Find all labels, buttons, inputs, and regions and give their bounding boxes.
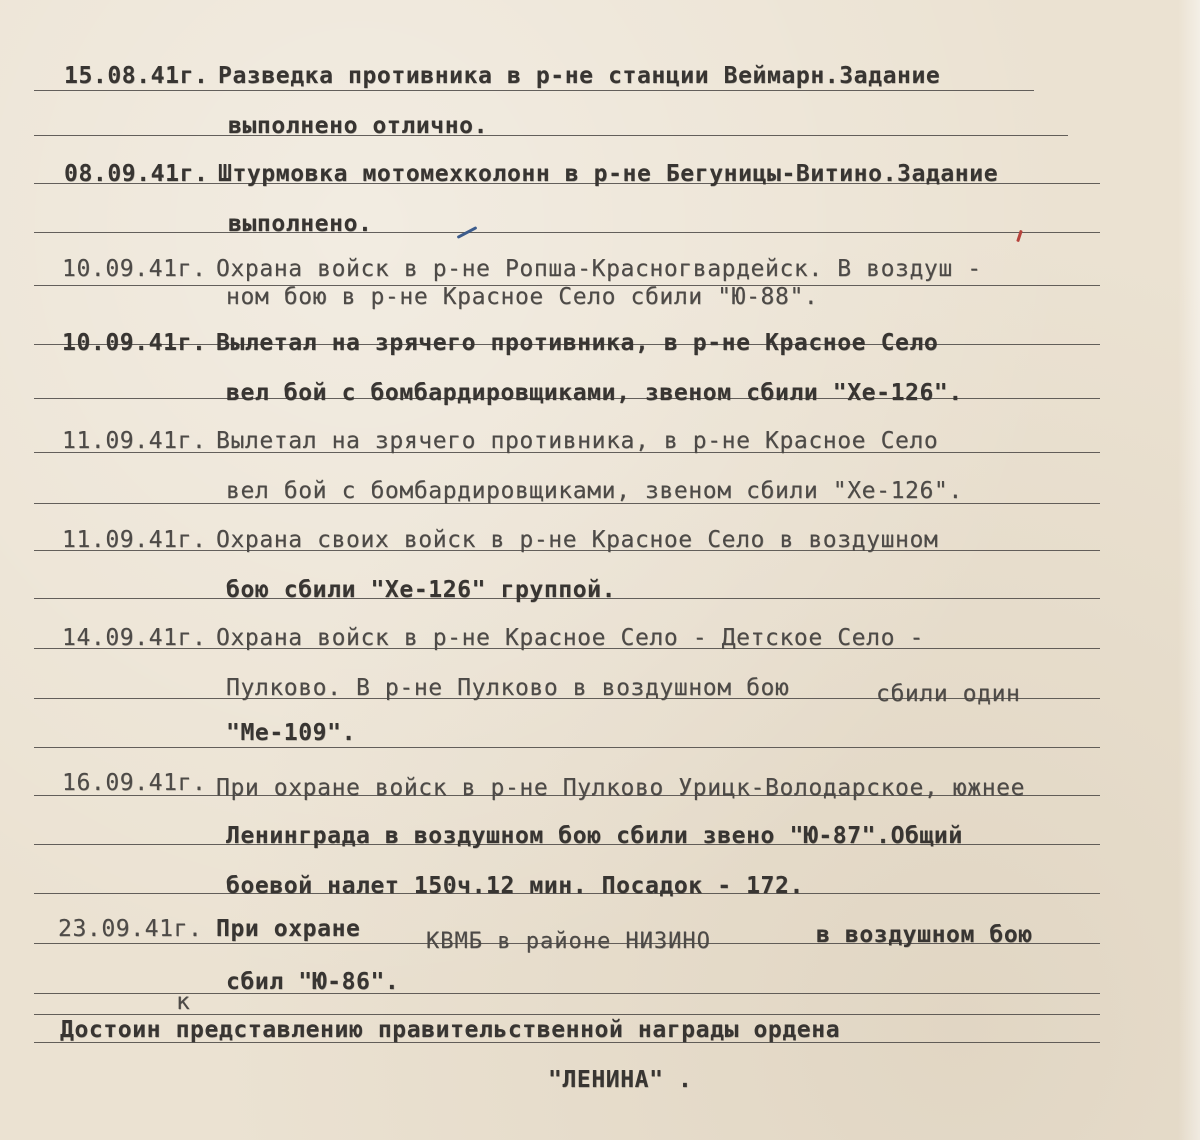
entry-text: Вылетал на зрячего противника, в р-не Красное Село [216, 428, 939, 454]
conclusion-text: Достоин представлению правительственной награды ордена [60, 1017, 841, 1043]
entry-text: При охране войск в р-не Пулково Урицк-Володарское, южнее [216, 775, 1026, 801]
entry-date: 11.09.41г. [62, 527, 207, 553]
entry-text: Штурмовка мотомехколонн в р-не Бегуницы-Витино.Задание [218, 161, 999, 187]
entry-text: Охрана войск в р-не Ропша-Красногвардейск. В воздуш - [216, 256, 982, 282]
entry-text: Охрана своих войск в р-не Красное Село в воздушном [216, 527, 939, 553]
ruled-line [34, 90, 1034, 91]
entry-text: выполнено. [228, 211, 373, 237]
entry-text: Вылетал на зрячего противника, в р-не Красное Село [216, 330, 939, 356]
insert-letter: к [176, 989, 191, 1015]
entry-text: Ленинграда в воздушном бою сбили звено "Ю-87".Общий [226, 823, 963, 849]
entry-text: вел бой с бомбардировщиками, звеном сбили "Хе-126". [226, 478, 963, 504]
entry-text: выполнено отлично. [228, 113, 489, 139]
entry-date: 14.09.41г. [62, 625, 207, 651]
award-name: "ЛЕНИНА" . [548, 1067, 693, 1093]
entry-text: Пулково. В р-не Пулково в воздушном бою [226, 675, 790, 701]
entry-text-extra: сбили один [876, 681, 1021, 707]
entry-text: Охрана войск в р-не Красное Село - Детское Село - [216, 625, 924, 651]
ruled-line [34, 1014, 1100, 1015]
entry-date: 16.09.41г. [62, 770, 207, 796]
entry-text: боевой налет 150ч.12 мин. Посадок - 172. [226, 873, 804, 899]
entry-text: вел бой с бомбардировщиками, звеном сбили "Хе-126". [226, 380, 963, 406]
ruled-line [34, 747, 1100, 748]
entry-text: Разведка противника в р-не станции Веймарн.Задание [218, 63, 941, 89]
entry-text: При охране [216, 916, 361, 942]
entry-text: ном бою в р-не Красное Село сбили "Ю-88". [226, 284, 819, 310]
entry-date: 23.09.41г. [58, 916, 203, 942]
paper-edge [1178, 0, 1200, 1140]
entry-text: сбил "Ю-86". [226, 969, 400, 995]
entry-date: 08.09.41г. [64, 161, 209, 187]
entry-date: 10.09.41г. [62, 330, 207, 356]
ruled-line [34, 993, 1100, 994]
entry-text: "Ме-109". [226, 720, 357, 746]
ruled-line [34, 232, 1100, 233]
handwritten-insert: КВМБ в районе НИЗИНО [426, 929, 711, 954]
entry-text: бою сбили "Хе-126" группой. [226, 577, 617, 603]
ruled-line [34, 135, 1068, 136]
entry-date: 10.09.41г. [62, 256, 207, 282]
entry-text: в воздушном бою [816, 922, 1033, 948]
entry-date: 15.08.41г. [64, 63, 209, 89]
entry-date: 11.09.41г. [62, 428, 207, 454]
